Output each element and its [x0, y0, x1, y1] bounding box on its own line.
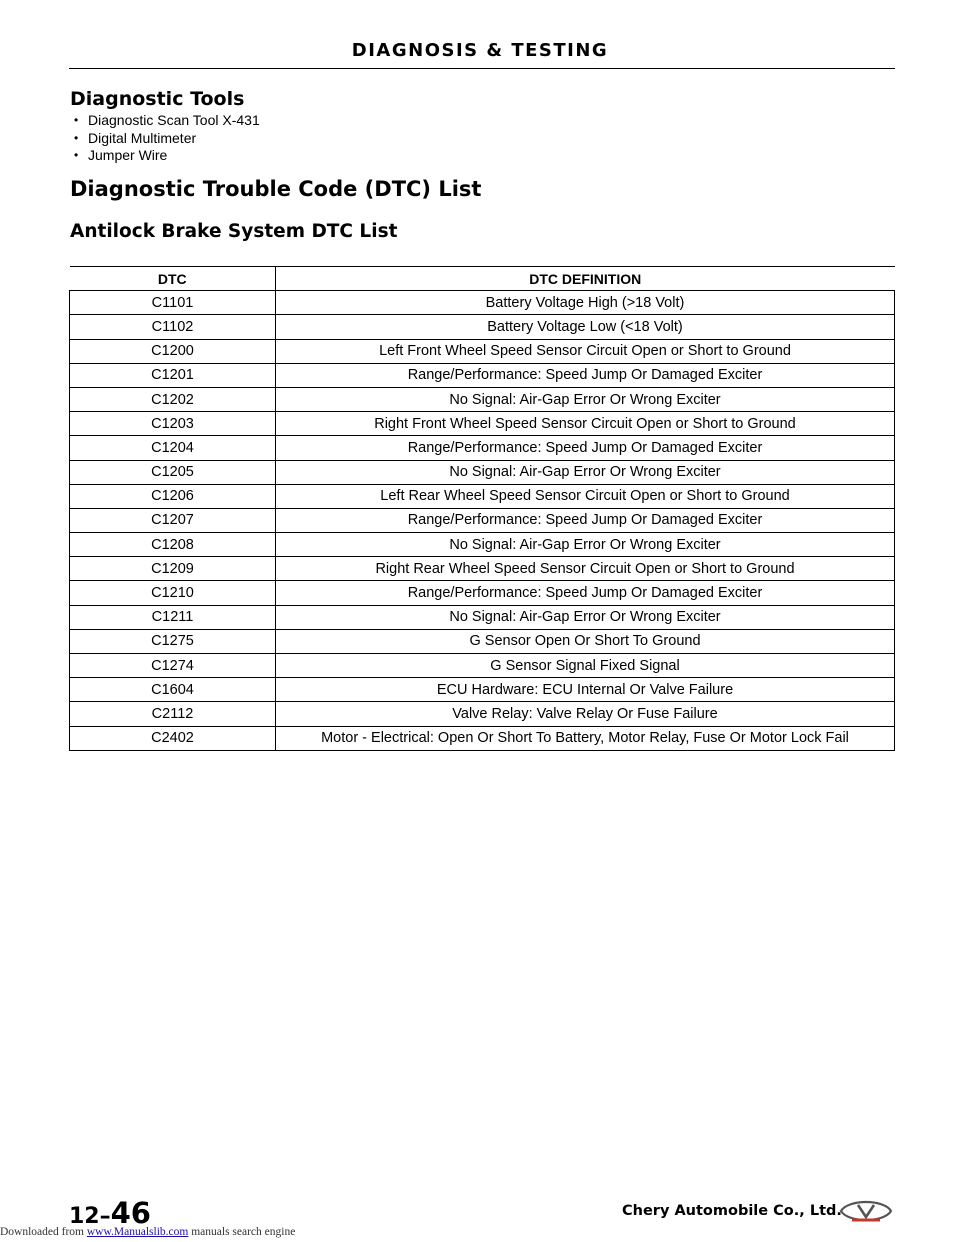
table-row — [70, 339, 895, 363]
company-name: Chery Automobile Co., Ltd. — [622, 1203, 842, 1219]
table-row — [70, 726, 895, 750]
list-item — [74, 112, 260, 130]
dtc-definition-cell: Right Rear Wheel Speed Sensor Circuit Open or Short to Ground — [276, 557, 895, 581]
dtc-code-cell: C1102 — [70, 315, 276, 339]
dtc-code-cell: C1604 — [70, 678, 276, 702]
dtc-definition-cell: Left Front Wheel Speed Sensor Circuit Open or Short to Ground — [276, 339, 895, 363]
dtc-definition-cell: G Sensor Open Or Short To Ground — [276, 629, 895, 653]
diagnostic-tools-list — [74, 112, 260, 165]
manualslib-link[interactable]: www.Manualslib.com — [86, 1226, 189, 1238]
table-row — [70, 629, 895, 653]
dtc-code-cell: C1207 — [70, 508, 276, 532]
dtc-code-cell: C1101 — [70, 291, 276, 315]
list-item — [74, 147, 260, 165]
dtc-list-heading: Diagnostic Trouble Code (DTC) List — [70, 177, 482, 201]
dtc-code-cell: C1201 — [70, 363, 276, 387]
abs-dtc-list-heading: Antilock Brake System DTC List — [70, 221, 398, 242]
dtc-definition-cell: Range/Performance: Speed Jump Or Damaged Exciter — [276, 508, 895, 532]
table-row — [70, 484, 895, 508]
header-rule — [69, 68, 895, 69]
dtc-definition-cell: No Signal: Air-Gap Error Or Wrong Exciter — [276, 387, 895, 411]
dtc-definition-cell: Left Rear Wheel Speed Sensor Circuit Open or Short to Ground — [276, 484, 895, 508]
table-row — [70, 508, 895, 532]
dtc-code-cell: C1275 — [70, 629, 276, 653]
dtc-code-cell: C1274 — [70, 654, 276, 678]
dtc-definition-cell: No Signal: Air-Gap Error Or Wrong Exciter — [276, 605, 895, 629]
dtc-definition-cell: Motor - Electrical: Open Or Short To Battery, Motor Relay, Fuse Or Motor Lock Fail — [276, 726, 895, 750]
bullet-icon: • — [74, 113, 79, 127]
dtc-definition-cell: Range/Performance: Speed Jump Or Damaged Exciter — [276, 436, 895, 460]
dtc-definition-cell: ECU Hardware: ECU Internal Or Valve Failure — [276, 678, 895, 702]
table-body — [70, 291, 895, 751]
page-number-value: 46 — [110, 1196, 151, 1230]
download-attribution — [0, 1226, 295, 1238]
dtc-definition-cell: G Sensor Signal Fixed Signal — [276, 654, 895, 678]
table-row — [70, 291, 895, 315]
bullet-icon: • — [74, 148, 79, 162]
section-prefix: 12– — [69, 1204, 111, 1229]
dtc-code-cell: C2112 — [70, 702, 276, 726]
column-header-dtc: DTC — [70, 267, 276, 291]
dtc-code-cell: C2402 — [70, 726, 276, 750]
dtc-code-cell: C1206 — [70, 484, 276, 508]
table-row — [70, 363, 895, 387]
table-row — [70, 412, 895, 436]
table-row — [70, 605, 895, 629]
table-row — [70, 436, 895, 460]
dtc-code-cell: C1205 — [70, 460, 276, 484]
table-row — [70, 702, 895, 726]
dtc-code-cell: C1210 — [70, 581, 276, 605]
abs-dtc-table — [69, 266, 895, 751]
running-header-title: DIAGNOSIS & TESTING — [351, 40, 609, 61]
diagnostic-tools-heading: Diagnostic Tools — [70, 88, 245, 110]
tool-item-label: Digital Multimeter — [88, 129, 197, 146]
dtc-code-cell: C1208 — [70, 533, 276, 557]
table-row — [70, 678, 895, 702]
dtc-code-cell: C1203 — [70, 412, 276, 436]
dtc-definition-cell: Range/Performance: Speed Jump Or Damaged Exciter — [276, 581, 895, 605]
page-number — [69, 1196, 151, 1230]
download-suffix: manuals search engine — [191, 1226, 296, 1238]
dtc-definition-cell: No Signal: Air-Gap Error Or Wrong Exciter — [276, 533, 895, 557]
dtc-code-cell: C1209 — [70, 557, 276, 581]
download-text: Downloaded from — [0, 1226, 84, 1238]
dtc-definition-cell: Valve Relay: Valve Relay Or Fuse Failure — [276, 702, 895, 726]
table-row — [70, 387, 895, 411]
table-row — [70, 557, 895, 581]
chery-logo-icon — [836, 1196, 896, 1226]
dtc-definition-cell: Range/Performance: Speed Jump Or Damaged Exciter — [276, 363, 895, 387]
dtc-code-cell: C1204 — [70, 436, 276, 460]
table-row — [70, 581, 895, 605]
tool-item-label: Jumper Wire — [88, 147, 168, 163]
dtc-definition-cell: No Signal: Air-Gap Error Or Wrong Exciter — [276, 460, 895, 484]
column-header-definition: DTC DEFINITION — [276, 267, 895, 291]
dtc-code-cell: C1200 — [70, 339, 276, 363]
dtc-definition-cell: Battery Voltage Low (<18 Volt) — [276, 315, 895, 339]
tool-item-label: Diagnostic Scan Tool X-431 — [88, 112, 260, 128]
table-row — [70, 460, 895, 484]
table-row — [70, 654, 895, 678]
table-row — [70, 315, 895, 339]
bullet-icon: • — [74, 130, 79, 145]
dtc-code-cell: C1211 — [70, 605, 276, 629]
table-row — [70, 533, 895, 557]
dtc-code-cell: C1202 — [70, 387, 276, 411]
list-item — [74, 130, 260, 148]
table-header-row — [70, 267, 895, 291]
dtc-definition-cell: Right Front Wheel Speed Sensor Circuit Open or Short to Ground — [276, 412, 895, 436]
dtc-definition-cell: Battery Voltage High (>18 Volt) — [276, 291, 895, 315]
